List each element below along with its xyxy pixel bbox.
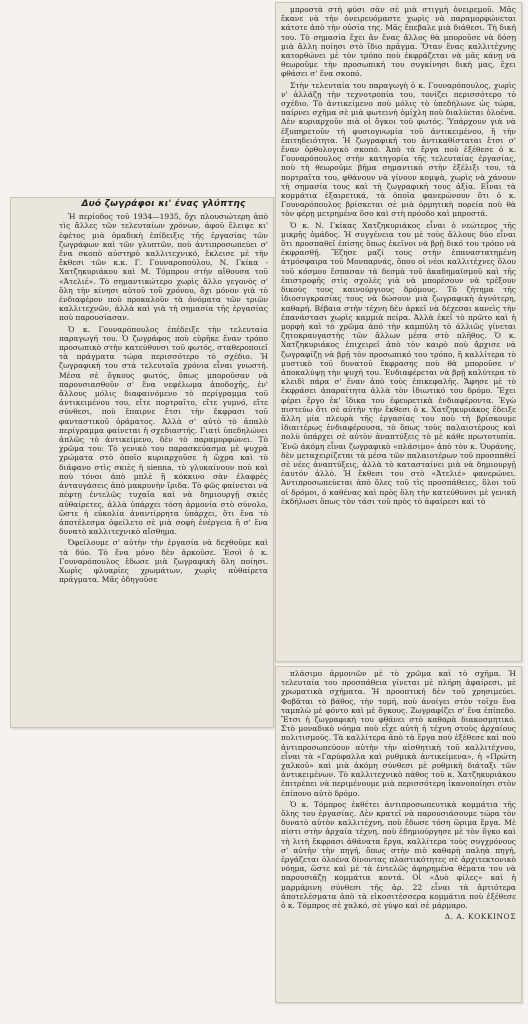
paragraph: μπροστὰ στὴ φύσι σὰν σὲ μιὰ στιγμὴ ὀνειρεμοῦ. Μᾶς ἔκανε νὰ τὴν ὀνειρευόμαστε χωρὶς νὰ παραμορφώνεται κάτοτε ἀπὸ τὴν οὐσία της. Μᾶς ἔπεβαλε μιὰ διάθεσι. Τὴ δική του. Τὸ σημασία ἔχει ἂν ἕνας ἄλλος θὰ μποροῦσε νὰ δόσῃ μιὰ ἄλλη ποίησι στὸ ἴδιο πρᾶγμα. Ὅταν ἕνας καλλιτέχνης κατορθώνει μὲ τὸν τρόπο ποὺ ἐκφράζεται νὰ μᾶς κάνῃ νὰ θεωροῦμε τὴν προσωπική του συγκίνησι δική μας, ἔχει φθάσει σ' ἕνα σκοπό. <box>281 5 516 79</box>
newspaper-clipping-left <box>10 197 274 728</box>
paragraph: πλάσιμο ἀρμονιῶν μὲ τὸ χρῶμα καὶ τὸ σχῆμα. Ἡ τελευταία του προσπάθεια γίνεται μὲ πλήρη ἀφαίρεσι, μὲ χρωματικὰ σχήματα. Ἡ προοπτική δὲν τοῦ χρησιμεύει. Φοβᾶται τὸ βάθος, τὴν τομή, ποὺ ἀνοίγει στὸν τοῖχο ἕνα ταμπλὼ μὲ φόντο καὶ μὲ ὄγκους. Ζωγραφίζει σ' ἕνα ἐπίπεδο. Ἔτσι ἡ ζωγραφική του φθάνει στὸ καθαρὰ διακοσμητικό. Στὸ μοναδικὸ νόημα ποὺ εἶχε αὐτὴ ἡ τέχνη στοὺς ἀρχαίους πολιτισμούς. Τὰ καλλίτερα ἀπὸ τὰ ἔργα ποὺ ἐξέθεσε καὶ ποὺ ἀντιπροσωπεύουν αὐτὴν τὴν αἰσθητικὴ τοῦ καλλιτέχνου, εἶναι τὰ «Γαρύφαλλα καὶ ρυθμικὰ ἀντικείμενα», ἡ «Πρώτη χαλκοῦ» καὶ μιὰ ἀκόμη σύνθεσι μὲ ρυθμικὴ διάταξι τῶν ἀντικειμένων. Τὸ καλλιτεχνικὸ πάθος τοῦ κ. Χατζηκυριάκου ἐπιτρέπει νὰ περιμένουμε μιὰ περισσότερη ἱκανοποίησι στὸν ἐπίπονο αὐτὸ δρόμο. <box>281 669 516 798</box>
paragraph: Ὁ κ. Ν. Γκίκας Χατζηκυριάκος εἶναι ὁ νεώτερος τῆς μικρῆς ὁμάδος. Ἡ συγγένεια του μὲ τοὺς ἄλλους δύο εἶναι ὅτι προσπαθεῖ ἐπίσης ὅπως ἐκεῖνοι νὰ βρῇ δικό του τρόπο νὰ ἐκφρασθῇ. Ἔζησε μαζί τους στὴν ἐπαναστατημένη ἀτμόσφαιρα τοῦ Μονπαρνάς, ὅπου οἱ νέοι καλλιτέχνες ὅλου τοῦ κόσμου ἔσπασαν τὰ δεσμὰ τοῦ ἀκαδημαϊσμοῦ καὶ τῆς ἐπιστροφῆς στὶς σχολὲς γιὰ νὰ μπορέσουν νὰ τρέξουν δικούς τους καινούργιους δρόμους. Τὸ ζήτημα τῆς ἰδιοσυγκρασίας τους νὰ δώσουν μιὰ ζωγραφικὴ ἁγνότερη, καθαρή. Βέβαια στὴν τέχνη δὲν ἀρκεῖ νὰ δέχεσαι κανεὶς τὴν ἐπανάστασι χωρὶς καμμιὰ πείρα. Ἀλλὰ ἐκεῖ τὸ πρῶτο καὶ ἡ μορφὴ καὶ τὸ χρῶμα ἀπό τὴν καμπύλη τὸ ἀλλιῶς γίνεται ζητοκραυγαστὴς τῶν ἄλλων μέσα στὸ πλῆθος. Ὁ κ. Χατζηκυριάκος ἐπιχειρεῖ ἀπὸ τὸν καιρὸ ποὺ ἄρχισε νὰ ζωγραφίζῃ νὰ βρῇ τὸν προσωπικό του τρόπο, ἢ καλλίτερα τὸ μυστικὸ τοῦ δυνατοῦ ἔκφρασης ποὺ θὰ μποροῦσε ν' ἀποκαλύψῃ τὴν ψυχή του. Ἐνδιαφέρεται νὰ βρῇ καλύτερα τὸ κλειδὶ πάρα σ' ἕναν ἀπὸ τοὺς ἐπικεφαλῆς. Ἄφησε μὲ τὸ ἐκφράσει ἀπαραίτητα ἀλλὰ τὸν ἰδιωτικό του δρόμο. Ἔχει φέρει ἔργο ἐκ' ἴδικα του ἐφευρετικὰ ἐνδιαφέροντα. Ἐγὼ πιστεύω ὅτι σὲ αὐτὴν τὴν ἔκθεσι ὁ κ. Χατζηκυριάκος ἔδειξε ἄλλη μία πλευρὰ τῆς ἐργασίας του ποὺ τὴ βρίσκουμε ἰδιαιτέρως ἐνδιαφέρουσα, τὸ ὅπως τοὺς παλαιοτέρους καὶ πολὺ ὑπάρχει σὲ αὐτὸν ἀναπτύξεις τὸ μὲ κάθε πρωτοτυπία. Ἐνῶ ἀκόμη εἶναι ζωγραφικὸ «πλάσιμο» ἀπὸ τὸν κ. Ὁυράνης, δὲν μεταχειρίζεται τὰ μέσα τῶν παλαιοτέρων τοῦ προσπαθεῖ σὲ νέες ἀναπτύξεις, ἀλλὰ τὸ κατασταίνει μιὰ νὰ δημιουργῇ ἑαυτόν ἀλλὸ. Ἡ ἔκθεσι του στὸ «Ἀτελιέ» φανερώνει. Ἀντιπροσωπεύεται ἀπὸ ὅλες τοῦ τὶς προσπάθειες, ὅλοι τοῦ οἱ δρόμοι, ὁ καθένας καὶ πρὸς ὅλη τὴν κατεύθυνσι μὲ γενικὴ ἐκδήλωσι ὅπως τὸν τάσι τοῦ πρὸς τὸ ἀφαίρεσι καὶ τὸ <box>281 220 516 506</box>
paragraph: Ὀφείλουμε σ' αὐτὴν τὴν ἐργασία νὰ δεχθοῦμε καὶ τὰ δύο. Τὸ ἕνα μόνο δὲν ἀρκοῦσε. Ἐσοὶ ὁ κ. Γουναρόπουλος ἔδωσε μιὰ ζωγραφικὴ ὅλη ποίησι. Χωρὶς φλυαρίες χρωμάτων, χωρὶς αὐθαίρετα πράγματα. Μᾶς ὁδηγοῦσε <box>59 538 268 585</box>
newspaper-clipping-right-bottom <box>275 666 522 1003</box>
paragraph: Ὁ κ. Τόμπρος ἐκθέτει ἀντιπροσωπευτικὰ κομμάτια τῆς ὅλης του ἐργασίας. Δὲν κρατεῖ νὰ παρουσιάσουμε τώρα τὸν δυνατὸ αὐτὸν καλλιτέχνη, ποὺ ἔδωσε τόση ὥριμα ἔργα. Μὲ πίστι στὴν ἀρχαία τέχνη, ποὺ ἐδημιούργησε μὲ τὸν ὄγκο καὶ τὴ λιτὴ ἔκφρασι ἀθάνατα ἔργα, καλλίτερα τοὺς συγχρόνους σ' αὐτὴν τὴν πηγή, ὅπως στὴν πιὸ καθαρὴ παληὰ πηγή, ἐργάζεται ὁλοένα δίνοντας πλαστικότητες σὲ ἀρχιτεκτονικὸ νόημα, ὥστε καὶ μὲ τὰ ἐντελῶς ἀφηρημένα θέματα του νὰ παρουσιάζῃ κομμάτια κοντά. Οἱ «Δυὸ φίλες» καὶ ἡ μαρμάρινη σύνθεσι τῆς ἀρ. 22 εἶναι τὰ ἀρτιότερα ἀποτελέσματα ἀπὸ τὰ εἰκοσιτέσσερα κομμάτια ποὺ ἐξέθεσε ὁ κ. Τόμπρος σὲ χαλκό, σὲ γύψο καὶ σὲ μάρμαρο. <box>281 799 516 911</box>
article-headline: Δυό ζωγράφοι κι' ένας γλύπτης <box>81 199 246 209</box>
newspaper-clipping-right-top <box>275 2 522 662</box>
paragraph: Στὴν τελευταία του παραγωγὴ ὁ κ. Γουναρόπουλος, χωρὶς ν' ἀλλάζῃ τὴν τεχνοτροπία του, τονίζει περισσότερο τὸ σχέδιο. Τὸ ἀντικείμενο ποὺ μόλις τὸ ὑπεδήλωνε ὡς τώρα, παίρνει σχῆμα σὲ μιὰ φωτεινὴ ὁμίχλη ποὺ διαλύεται ὁλοένα. Δὲν κυριαρχοῦν πιὰ οἱ ὄγκοι τοῦ φωτός. Ὑπάρχουν γιὰ νὰ ἐξυπηρετοῦν τὴ φυσιογνωμία τοῦ ἀντικειμένου, ἢ τὴν ἐπιτηδειότητα. Ἡ ζωγραφική του ἀντικαθίσταται ἔτσι σ' ἕναν ὀρθολογικὸ σκοπό. Ἀπὸ τὰ ἔργα ποὺ ἐξέθεσε ὁ κ. Γουναρόπουλος στὴν κατηγορία τῆς τελευταίας ἐργασίας, ποὺ τὴ θεωροῦμε βῆμα σημαντικὸ στὴν ἐξέλιξι του, τὰ πορτραῖτα του, φθάνουν νὰ γίνουν κομψὰ, χωρὶς νὰ χάνουν τὴ σημασία τους καὶ τὴ ζωγραφική τους ἀξία. Εἶναι τὰ κομμάτια ἐξαιρετικά, τὰ ὁποῖα φανερώνουν ὅτι ὁ κ. Γουναρόπουλος βρίσκεται σὲ μιὰ ὁρμητικὴ πορεία ποὺ θὰ τὸν φέρῃ μετρημένα ὅσο καὶ στὴ πρόοδο καὶ μπροστά. <box>281 80 516 219</box>
article-byline: Δ. Α. ΚΟΚΚΙΝΟΣ <box>444 912 516 922</box>
paragraph: Ὁ κ. Γουναρόπουλος ἐπέδειξε τὴν τελευταία παραγωγή του. Ὁ ζωγράφος ποὺ εὑρῆκε ἕναν τρόπο προσωπικὸ στὴν κατεύθυνσι τοῦ φωτός, σταθεροποιεῖ τὰ πράγματα τώρα περισσότερο τὸ σχέδιο. Ἡ ζωγραφική του στὰ τελευταῖα χρόνια εἶναι γνωστή. Μέσα σὲ ὄγκους φωτός, ὅπως μποροῦσαν νὰ παρουσιασθοῦν σ' ἕνα νεφέλωμα ἀποδοχῆς, ἐν' ἄλλους μόλις διαφαινόμενο τὸ περίγραμμα τοῦ ἀντικειμένου του, εἴτε πορτραῖτο, εἴτε γυμνό, εἴτε σύνθεσι, ποὺ ἔπαιρνε ἔτσι τὴν ἔκφρασι τοῦ φανταστικοῦ ὁράματος. Ἀλλὰ σ' αὐτὸ τὸ ἀπαλὸ περίγραμμα φαίνεται ἡ σχεδιαστής. Γιατὶ ὑπεδηλώνει ἁπλῶς τὸ ἀντικείμενο, δὲν τὸ παραμορφώνει. Τὸ χρῶμα του: Τὸ γενικὸ του παρασκεύασμα μὲ ψυχρὰ χρώματα στὸ ὁποῖο κυριαρχοῦσε ἡ ὤχρα καὶ τὸ διάφανο στὶς σκιὲς ἡ sienna, τὸ γλυκαίνουν ποὺ καὶ ποὺ τόνοι ἀπὸ μπλὲ ἢ κόκκινο σὰν ἐλαφρὲς ἀνταυγάσεις ἀπὸ μακρυνὴν ἴριδα. Τὸ φῶς φαίνεται νὰ πέφτῃ ἐντελῶς τυχαῖα καὶ νὰ δημιουργῇ σκιὲς αὐθαίρετες, ἀλλὰ ὑπάρχει τόση ἁρμονία στὸ σύνολο, ὥστε ἡ εὐκολία ἀναντίρρητα ὑπάρχει, ὅτι ἔνα τὸ ἀποτέλεσμα ὀφείλετο σὲ μιὰ σοφὴ ἐνέργεια ἢ σ' ἕνα δυνατὸ καλλιτεχνικὸ αἴσθημα. <box>59 324 268 537</box>
paragraph: Ἡ περίοδος τοῦ 1934—1935, ὄχι πλουσιώτερη ἀπὸ τὶς ἄλλες τῶν τελευταίων χρόνων, ἀφοῦ ἔλειψε κι' ἐφέτος μιὰ ὁμαδικὴ ἐπίδειξις τῆς ἐργασίας τῶν ζωγράφων καὶ τῶν γλυπτῶν, ποὺ ἀντιπροσωπεύει σ' ἕνα σκοπὸ αὐστηρὸ καλλιτεχνικό, ἔκλεισε μὲ τὴν ἔκθεσι τῶν κ.κ. Γ. Γουναροπούλου, Ν. Γκίκα - Χατζηκυριάκου καὶ Μ. Τόμπρου στὴν αἴθουσα τοῦ «Ἀτελιέ». Τὸ σημαντικώτερο χωρὶς ἄλλο γεγονὸς σ' ὅλη τὴν κίνησι αὐτοῦ τοῦ χρόνου, ὄχι μόνον γιὰ τὸ ἐνδιαφέρον ποὺ προκαλοῦν τὰ ὀνόματα τῶν τριῶν καλλιτεχνῶν, ἀλλὰ καὶ γιὰ τὴ σημασία τῆς ἐργασίας ποὺ παρουσίασαν. <box>59 212 268 323</box>
